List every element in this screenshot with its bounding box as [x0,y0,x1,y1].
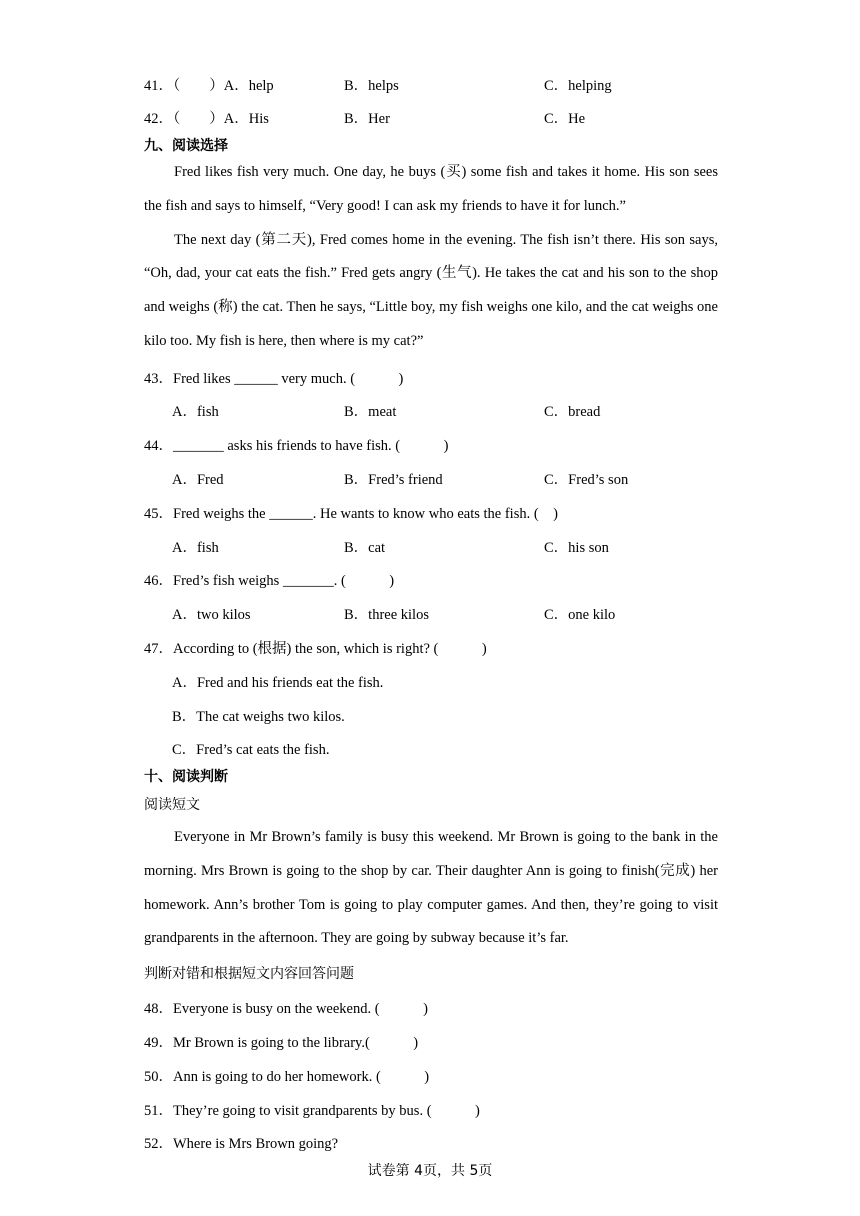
passage-2-paragraph: Everyone in Mr Brown’s family is busy this weekend. Mr Brown is going to the bank in the morning. Mrs Brown is going to the shop by car. Their daughter Ann is going to finish(完成) her homework. Ann’s brother Tom is going to play computer games. And then, they’re going to visit grandparents in the afternoon. They are going by subway because it’s far. [144,829,718,947]
question-41-option-b[interactable]: B．helps [344,78,399,94]
section-10-heading: 十、阅读判断 [144,769,228,785]
question-45-option-a[interactable]: A．fish [172,540,219,556]
question-46-option-a[interactable]: A．two kilos [172,607,251,623]
question-44-option-a[interactable]: A．Fred [172,472,224,488]
question-42-option-b[interactable]: B．Her [344,111,390,127]
section-10-subheading: 阅读短文 [144,797,200,813]
question-46-option-b[interactable]: B．three kilos [344,607,429,623]
reading-passage-1 [144,156,718,359]
question-44-option-c[interactable]: C．Fred’s son [544,472,629,488]
question-44-option-b[interactable]: B．Fred’s friend [344,472,443,488]
question-52: 52．Where is Mrs Brown going? [144,1136,339,1152]
question-45-stem: 45．Fred weighs the ______. He wants to know who eats the fish. ( ) [144,506,558,522]
passage-1-paragraph-2: The next day (第二天), Fred comes home in the evening. The fish isn’t there. His son says, “Oh, dad, your cat eats the fish.” Fred gets angry (生气). He takes the cat and his son to the shop and weighs (称) the cat. Then he says, “Little boy, my fish weighs one kilo, and the cat weighs one kilo too. My fish is here, then where is my cat?” [144,231,718,349]
question-43-option-a[interactable]: A．fish [172,404,219,420]
question-46-option-c[interactable]: C．one kilo [544,607,616,623]
question-41-option-c[interactable]: C．helping [544,78,612,94]
passage-1-paragraph-1: Fred likes fish very much. One day, he buys (买) some fish and takes it home. His son sees the fish and says to himself, “Very good! I can ask my friends to have it for lunch.” [144,164,718,214]
page-footer: 试卷第 4页，共 5页 [367,1163,493,1179]
instructions: 判断对错和根据短文内容回答问题 [144,966,354,982]
question-45-option-c[interactable]: C．his son [544,540,609,556]
question-49: 49．Mr Brown is going to the library.( ) [144,1035,419,1051]
question-43-option-c[interactable]: C．bread [544,404,601,420]
question-45-option-b[interactable]: B．cat [344,540,386,556]
question-47-option-b[interactable]: B．The cat weighs two kilos. [172,709,345,725]
section-9-heading: 九、阅读选择 [144,138,228,154]
question-47-stem: 47．According to (根据) the son, which is right? ( ) [144,641,487,657]
question-44-stem: 44．_______ asks his friends to have fish. ( ) [144,438,449,454]
question-42-stem: 42．（ ）A．His [144,111,269,127]
question-47-option-a[interactable]: A．Fred and his friends eat the fish. [172,675,384,691]
question-42-option-c[interactable]: C．He [544,111,586,127]
question-46-stem: 46．Fred’s fish weighs _______. ( ) [144,573,395,589]
reading-passage-2 [144,821,718,956]
question-51: 51．They’re going to visit grandparents by bus. ( ) [144,1103,480,1119]
question-43-option-b[interactable]: B．meat [344,404,397,420]
question-41-stem: 41．（ ）A．help [144,78,274,94]
question-47-option-c[interactable]: C．Fred’s cat eats the fish. [172,742,330,758]
question-43-stem: 43．Fred likes ______ very much. ( ) [144,371,404,387]
question-48: 48．Everyone is busy on the weekend. ( ) [144,1001,428,1017]
question-50: 50．Ann is going to do her homework. ( ) [144,1069,430,1085]
